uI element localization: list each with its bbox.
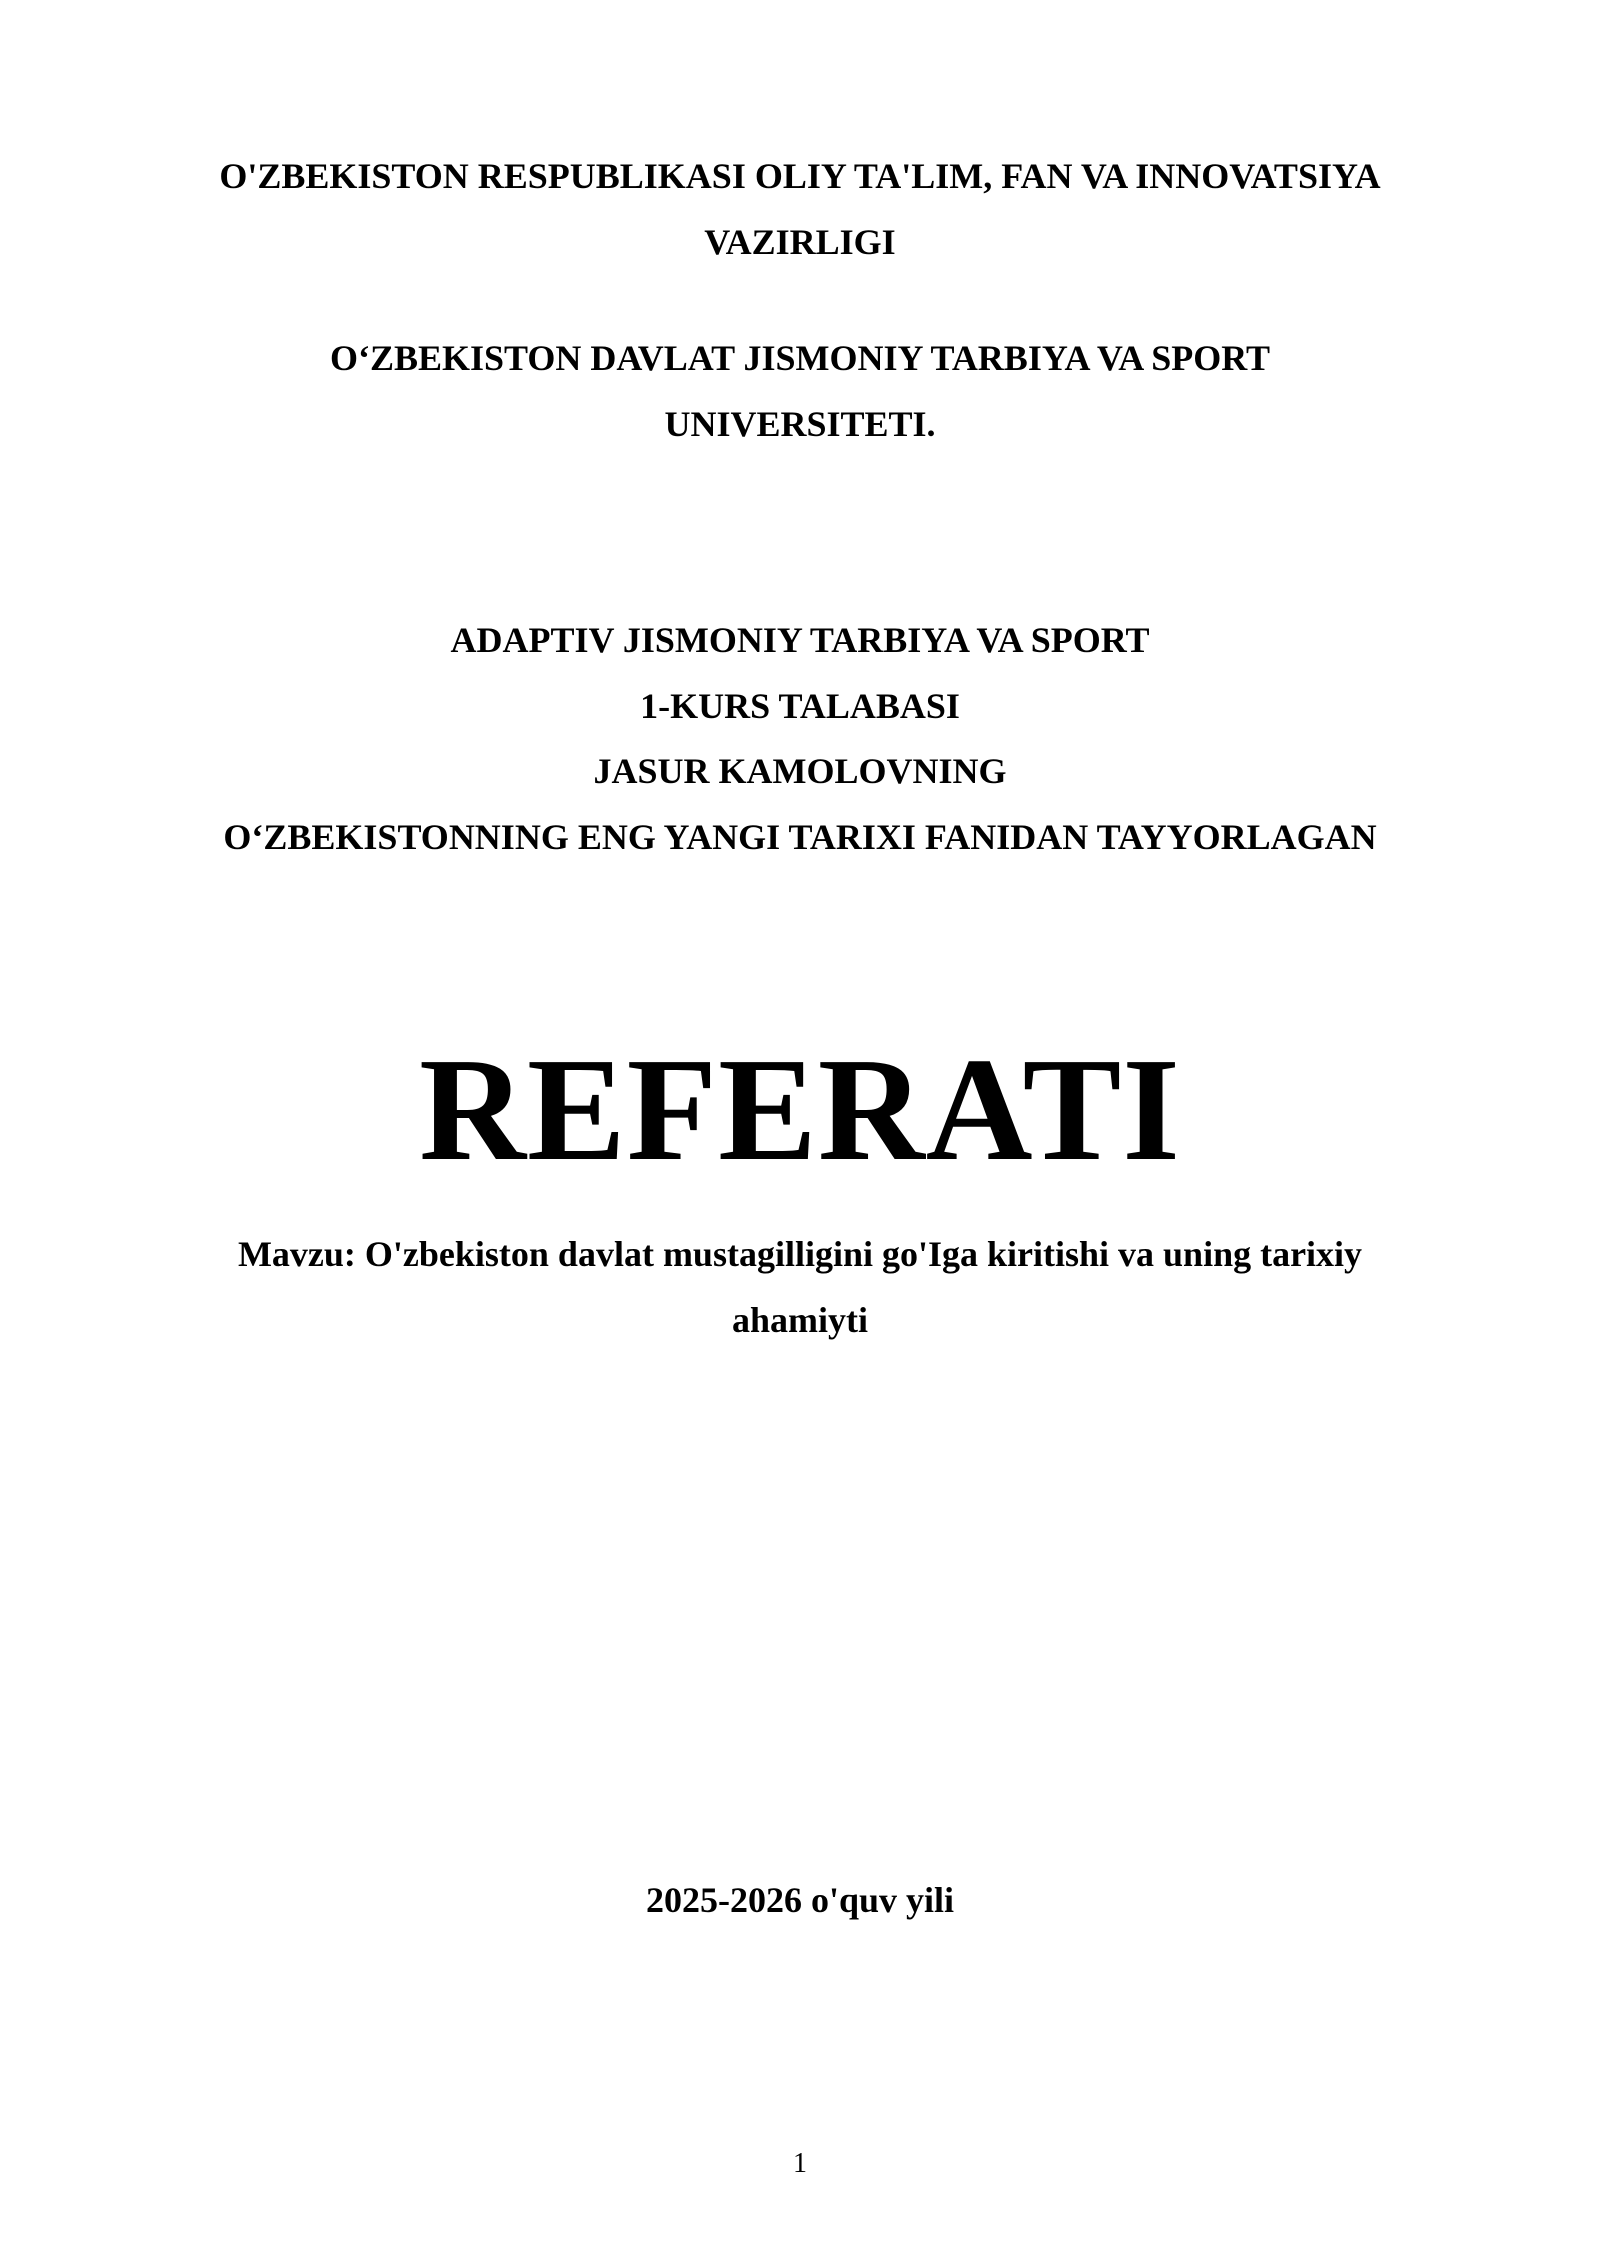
topic-line-1: Mavzu: O'zbekiston davlat mustagilligini go'Iga kiritishi va uning tarixiy [237,1234,1363,1274]
university-line-1: O‘ZBEKISTON DAVLAT JISMONIY TARBIYA VA SPORT [329,338,1271,378]
student-name: JASUR KAMOLOVNING [593,751,1007,791]
faculty-name: ADAPTIV JISMONIY TARBIYA VA SPORT [450,620,1150,660]
document-title: REFERATI [419,1028,1181,1192]
course-label: 1-KURS TALABASI [640,686,960,726]
ministry-line-2: VAZIRLIGI [704,222,896,262]
academic-year: 2025-2026 o'quv yili [645,1880,955,1920]
ministry-line-1: O'ZBEKISTON RESPUBLIKASI OLIY TA'LIM, FAN VA INNOVATSIYA [219,156,1381,196]
topic-line-2: ahamiyti [731,1300,868,1340]
page-number: 1 [793,2148,807,2179]
university-line-2: UNIVERSITETI. [664,404,936,444]
subject-line: O‘ZBEKISTONNING ENG YANGI TARIXI FANIDAN TAYYORLAGAN [223,817,1377,857]
